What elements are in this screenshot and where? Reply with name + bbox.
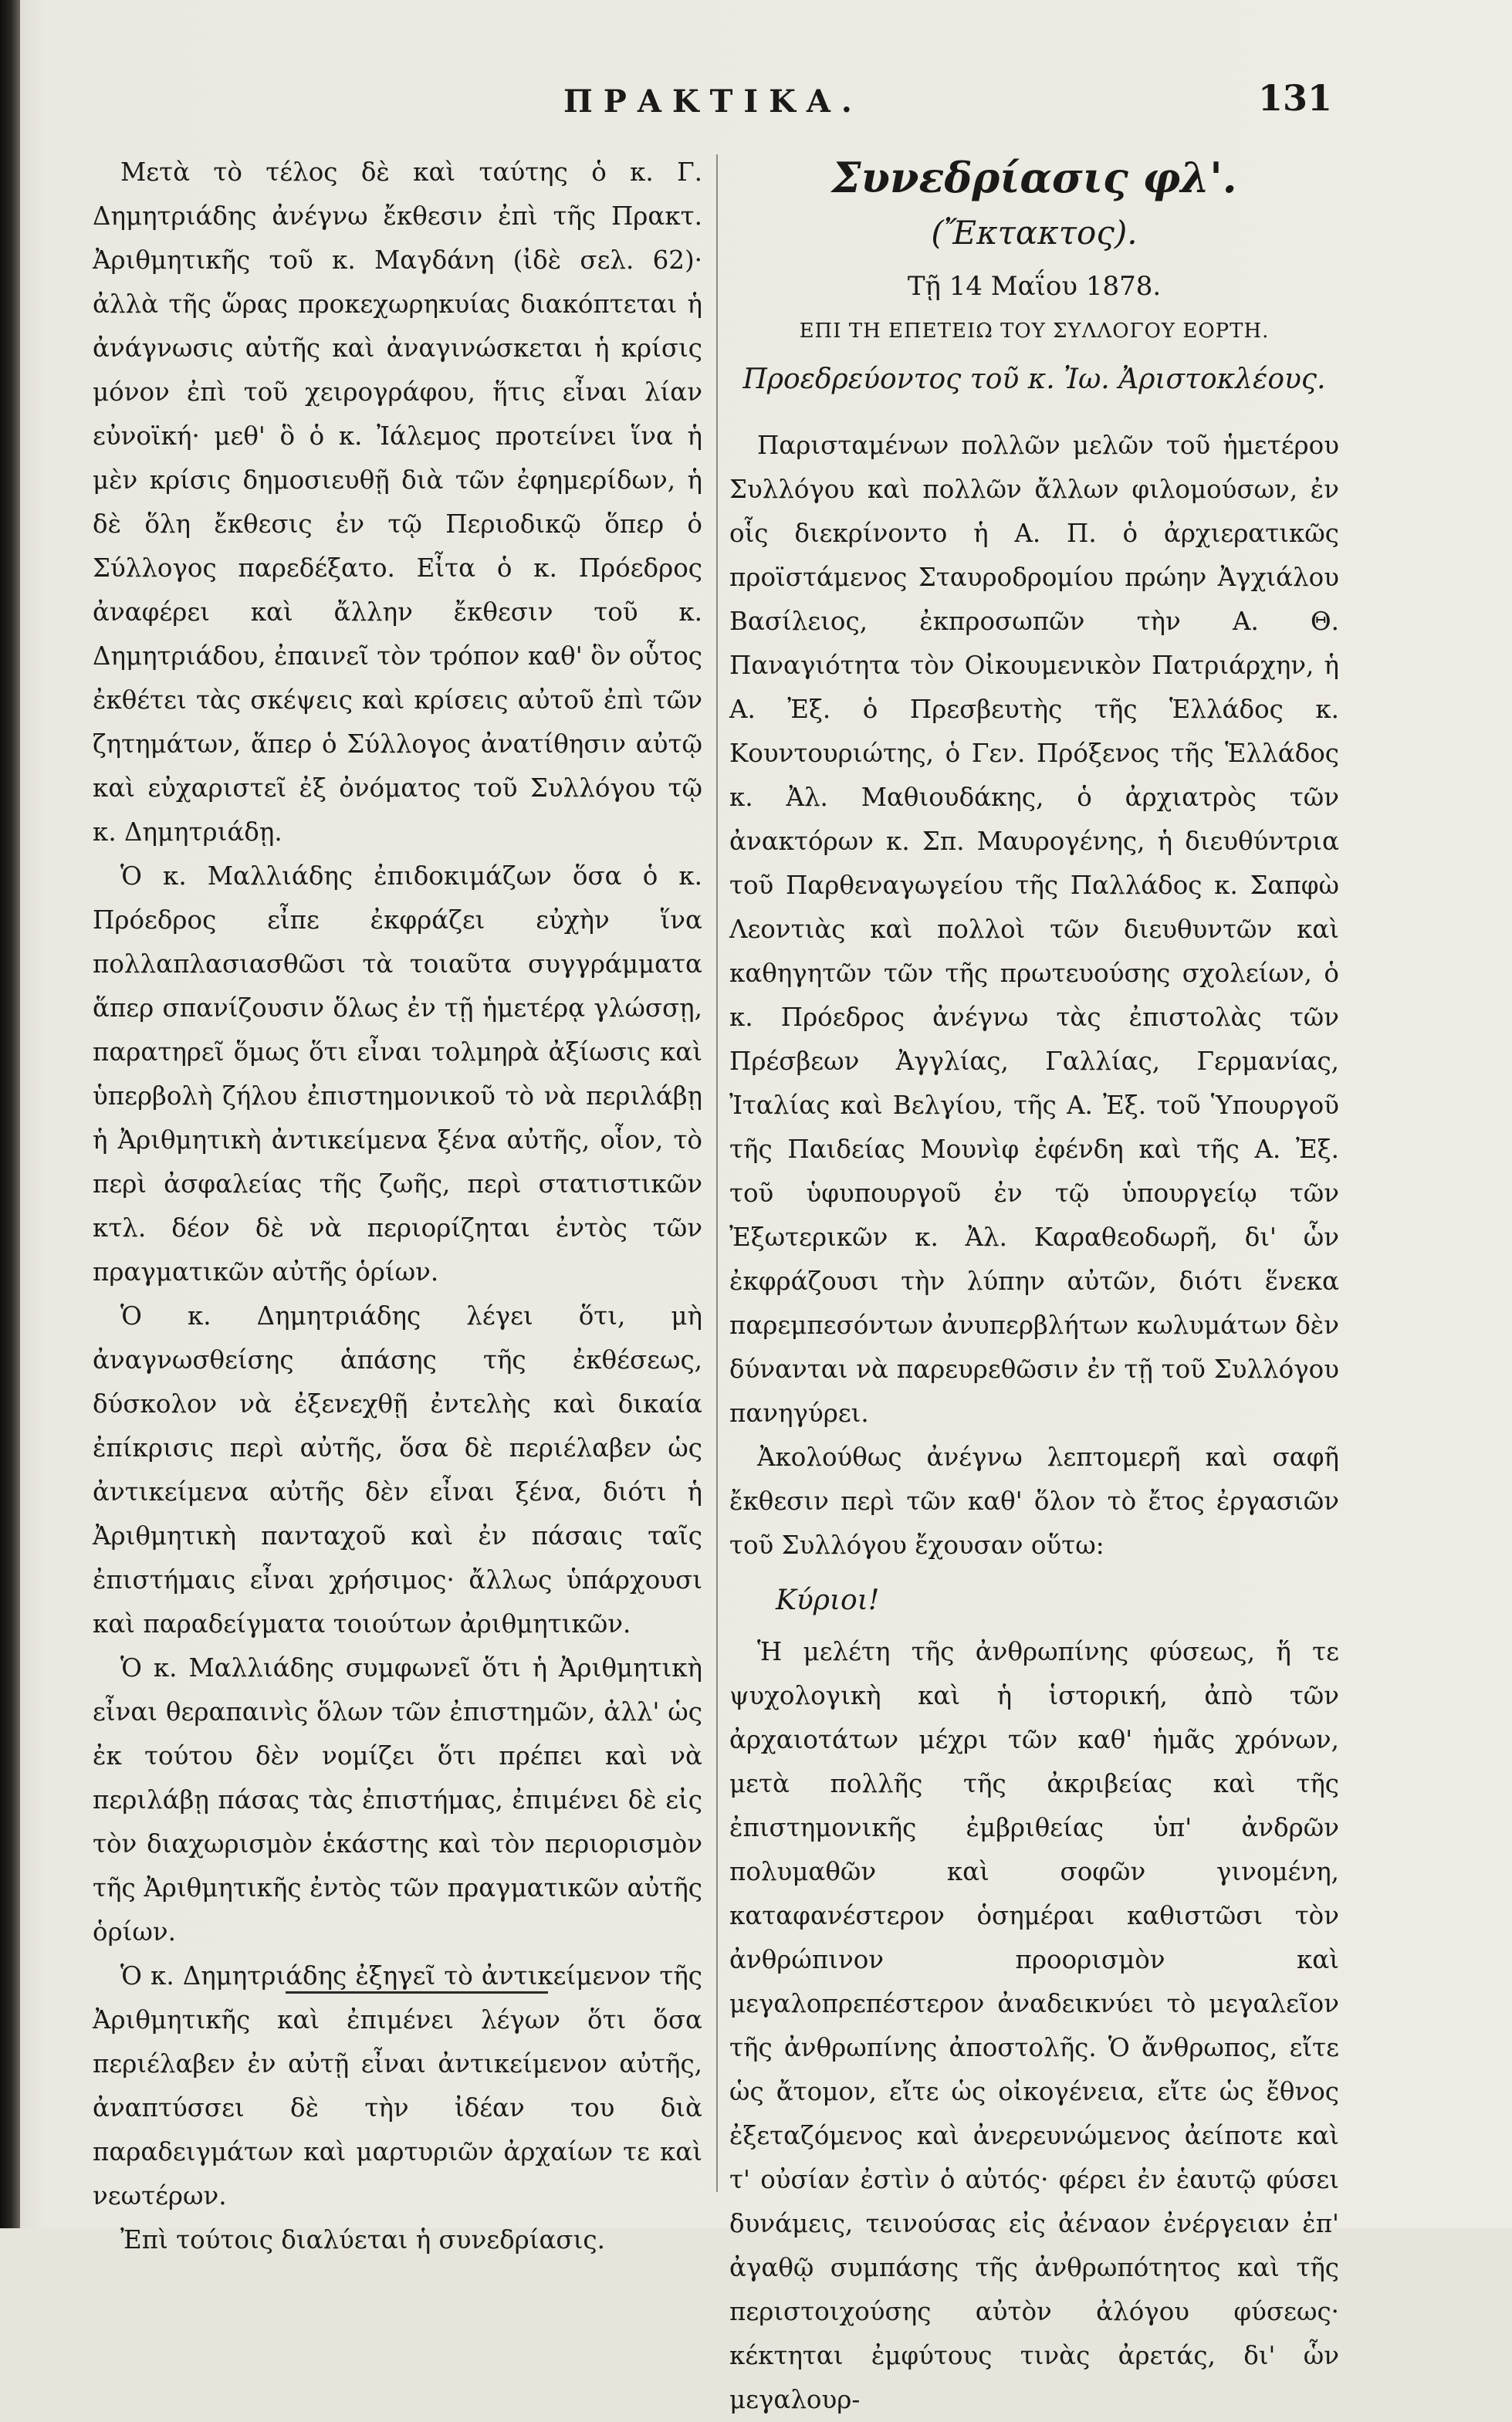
paragraph: Ὁ κ. Μαλλιάδης συμφωνεῖ ὅτι ἡ Ἀριθμητικὴ εἶναι θεραπαινὶς ὅλων τῶν ἐπιστημῶν, ἀλλ' ὡς ἐκ τούτου δὲν νομίζει ὅτι πρέπει καὶ νὰ περιλάβῃ πάσας τὰς ἐπιστήμας, ἐπιμένει δὲ εἰς τὸν διαχωρισμὸν ἑκάστης καὶ τὸν περιορισμὸν τῆς Ἀριθμητικῆς ἐντὸς τῶν πραγματικῶν αὐτῆς ὁρίων. [93,1653,702,1947]
running-head [108,77,1382,130]
presiding-line: Προεδρεύοντος τοῦ κ. Ἰω. Ἀριστοκλέους. [742,364,1326,395]
session-subtitle: (Ἔκτακτος). [931,214,1138,252]
column-divider [716,154,718,2192]
left-column [93,151,702,2262]
paragraph: Ὁ κ. Μαλλιάδης ἐπιδοκιμάζων ὅσα ὁ κ. Πρόεδρος εἶπε ἐκφράζει εὐχὴν ἵνα πολλαπλασιασθῶσι τὰ τοιαῦτα συγγράμματα ἅπερ σπανίζουσιν ὅλως ἐν τῇ ἡμετέρᾳ γλώσσῃ, παρατηρεῖ ὅμως ὅτι εἶναι τολμηρὰ ἀξίωσις καὶ ὑπερβολὴ ζήλου ἐπιστημονικοῦ τὸ νὰ περιλάβῃ ἡ Ἀριθμητικὴ ἀντικείμενα ξένα αὐτῆς, οἷον, τὸ περὶ ἀσφαλείας τῆς ζωῆς, περὶ στατιστικῶν κτλ. δέον δὲ νὰ περιορίζηται ἐντὸς τῶν πραγματικῶν αὐτῆς ὁρίων. [93,861,702,1287]
page-number: 131 [1258,77,1333,119]
end-rule [286,1991,548,1994]
closing-line: Ἐπὶ τούτοις διαλύεται ἡ συνεδρίασις. [120,2225,605,2255]
session-title: Συνεδρίασις φλ'. [831,153,1237,202]
session-date: Τῇ 14 Μαΐου 1878. [907,271,1162,302]
paragraph: Ὁ κ. Δημητριάδης ἐξηγεῖ τὸ ἀντικείμενον τῆς Ἀριθμητικῆς καὶ ἐπιμένει λέγων ὅτι ὅσα περιέλαβεν ἐν αὐτῇ εἶναι ἀντικείμενον αὐτῆς, ἀναπτύσσει δὲ τὴν ἰδέαν του διὰ παραδειγμάτων καὶ μαρτυριῶν ἀρχαίων τε καὶ νεωτέρων. [93,1961,702,2211]
binding-gutter [0,0,20,2228]
running-title: ΠΡΑΚΤΙΚΑ. [563,83,863,120]
right-column [729,151,1339,2422]
salutation: Κύριοι! [776,1585,880,1616]
paragraph: Μετὰ τὸ τέλος δὲ καὶ ταύτης ὁ κ. Γ. Δημητριάδης ἀνέγνω ἔκθεσιν ἐπὶ τῆς Πρακτ. Ἀριθμητικῆς τοῦ κ. Μαγδάνη (ἰδὲ σελ. 62)· ἀλλὰ τῆς ὥρας προκεχωρηκυίας διακόπτεται ἡ ἀνάγνωσις αὐτῆς καὶ ἀναγινώσκεται ἡ κρίσις μόνον ἐπὶ τοῦ χειρογράφου, ἥτις εἶναι λίαν εὐνοϊκή· μεθ' ὃ ὁ κ. Ἰάλεμος προτείνει ἵνα ἡ μὲν κρίσις δημοσιευθῇ διὰ τῶν ἐφημερίδων, ἡ δὲ ὅλη ἔκθεσις ἐν τῷ Περιοδικῷ ὅπερ ὁ Σύλλογος παρεδέξατο. Εἶτα ὁ κ. Πρόεδρος ἀναφέρει καὶ ἄλλην ἔκθεσιν τοῦ κ. Δημητριάδου, ἐπαινεῖ τὸν τρόπον καθ' ὃν οὗτος ἐκθέτει τὰς σκέψεις καὶ κρίσεις αὐτοῦ ἐπὶ τῶν ζητημάτων, ἅπερ ὁ Σύλλογος ἀνατίθησιν αὐτῷ καὶ εὐχαριστεῖ ἐξ ὀνόματος τοῦ Συλλόγου τῷ κ. Δημητριάδῃ. [93,157,702,847]
paragraph: Ἀκολούθως ἀνέγνω λεπτομερῆ καὶ σαφῆ ἔκθεσιν περὶ τῶν καθ' ὅλον τὸ ἔτος ἐργασιῶν τοῦ Συλλόγου ἔχουσαν οὕτω: [729,1443,1339,1560]
session-occasion: ΕΠΙ ΤΗ ΕΠΕΤΕΙΩ ΤΟΥ ΣΥΛΛΟΓΟΥ ΕΟΡΤΗ. [799,320,1270,343]
paragraph: Παρισταμένων πολλῶν μελῶν τοῦ ἡμετέρου Συλλόγου καὶ πολλῶν ἄλλων φιλομούσων, ἐν οἷς διεκρίνοντο ἡ Α. Π. ὁ ἀρχιερατικῶς προϊστάμενος Σταυροδρομίου πρώην Ἀγχιάλου Βασίλειος, ἐκπροσωπῶν τὴν Α. Θ. Παναγιότητα τὸν Οἰκουμενικὸν Πατριάρχην, ἡ Α. Ἐξ. ὁ Πρεσβευτὴς τῆς Ἑλλάδος κ. Κουντουριώτης, ὁ Γεν. Πρόξενος τῆς Ἑλλάδος κ. Ἀλ. Μαθιουδάκης, ὁ ἀρχιατρὸς τῶν ἀνακτόρων κ. Σπ. Μαυρογένης, ἡ διευθύντρια τοῦ Παρθεναγωγείου τῆς Παλλάδος κ. Σαπφὼ Λεοντιὰς καὶ πολλοὶ τῶν διευθυντῶν καὶ καθηγητῶν τῶν τῆς πρωτευούσης σχολείων, ὁ κ. Πρόεδρος ἀνέγνω τὰς ἐπιστολὰς τῶν Πρέσβεων Ἀγγλίας, Γαλλίας, Γερμανίας, Ἰταλίας καὶ Βελγίου, τῆς Α. Ἐξ. τοῦ Ὑπουργοῦ τῆς Παιδείας Μουνὶφ ἐφένδη καὶ τῆς Α. Ἐξ. τοῦ ὑφυπουργοῦ ἐν τῷ ὑπουργείῳ τῶν Ἐξωτερικῶν κ. Ἀλ. Καραθεοδωρῆ, δι' ὧν ἐκφράζουσι τὴν λύπην αὐτῶν, διότι ἕνεκα παρεμπεσόντων ἀνυπερβλήτων κωλυμάτων δὲν δύνανται νὰ παρευρεθῶσιν ἐν τῇ τοῦ Συλλόγου πανηγύρει. [729,431,1339,1428]
paragraph: Ἡ μελέτη τῆς ἀνθρωπίνης φύσεως, ἥ τε ψυχολογικὴ καὶ ἡ ἱστορική, ἀπὸ τῶν ἀρχαιοτάτων μέχρι τῶν καθ' ἡμᾶς χρόνων, μετὰ πολλῆς τῆς ἀκριβείας καὶ τῆς ἐπιστημονικῆς ἐμβριθείας ὑπ' ἀνδρῶν πολυμαθῶν καὶ σοφῶν γινομένη, καταφανέστερον ὁσημέραι καθιστῶσι τὸν ἀνθρώπινον προορισμὸν καὶ μεγαλοπρεπέστερον ἀναδεικνύει τὸ μεγαλεῖον τῆς ἀνθρωπίνης ἀποστολῆς. Ὁ ἄνθρωπος, εἴτε ὡς ἄτομον, εἴτε ὡς οἰκογένεια, εἴτε ὡς ἔθνος ἐξεταζόμενος καὶ ἀνερευνώμενος ἀείποτε καὶ τ' οὐσίαν ἐστὶν ὁ αὐτός· φέρει ἐν ἑαυτῷ φύσει δυνάμεις, τεινούσας εἰς ἀέναον ἐνέργειαν ἐπ' ἀγαθῷ συμπάσης τῆς ἀνθρωπότητος καὶ τῆς περιστοιχούσης αὐτὸν ἀλόγου φύσεως· κέκτηται ἐμφύτους τινὰς ἀρετάς, δι' ὧν μεγαλουρ- [729,1637,1339,2414]
paragraph: Ὁ κ. Δημητριάδης λέγει ὅτι, μὴ ἀναγνωσθείσης ἁπάσης τῆς ἐκθέσεως, δύσκολον νὰ ἐξενεχθῇ ἐντελὴς καὶ δικαία ἐπίκρισις περὶ αὐτῆς, ὅσα δὲ περιέλαβεν ὡς ἀντικείμενα αὐτῆς δὲν εἶναι ξένα, διότι ἡ Ἀριθμητικὴ πανταχοῦ καὶ ἐν πάσαις ταῖς ἐπιστήμαις εἶναι χρήσιμος· ἄλλως ὑπάρχουσι καὶ παραδείγματα τοιούτων ἀριθμητικῶν. [93,1301,702,1639]
